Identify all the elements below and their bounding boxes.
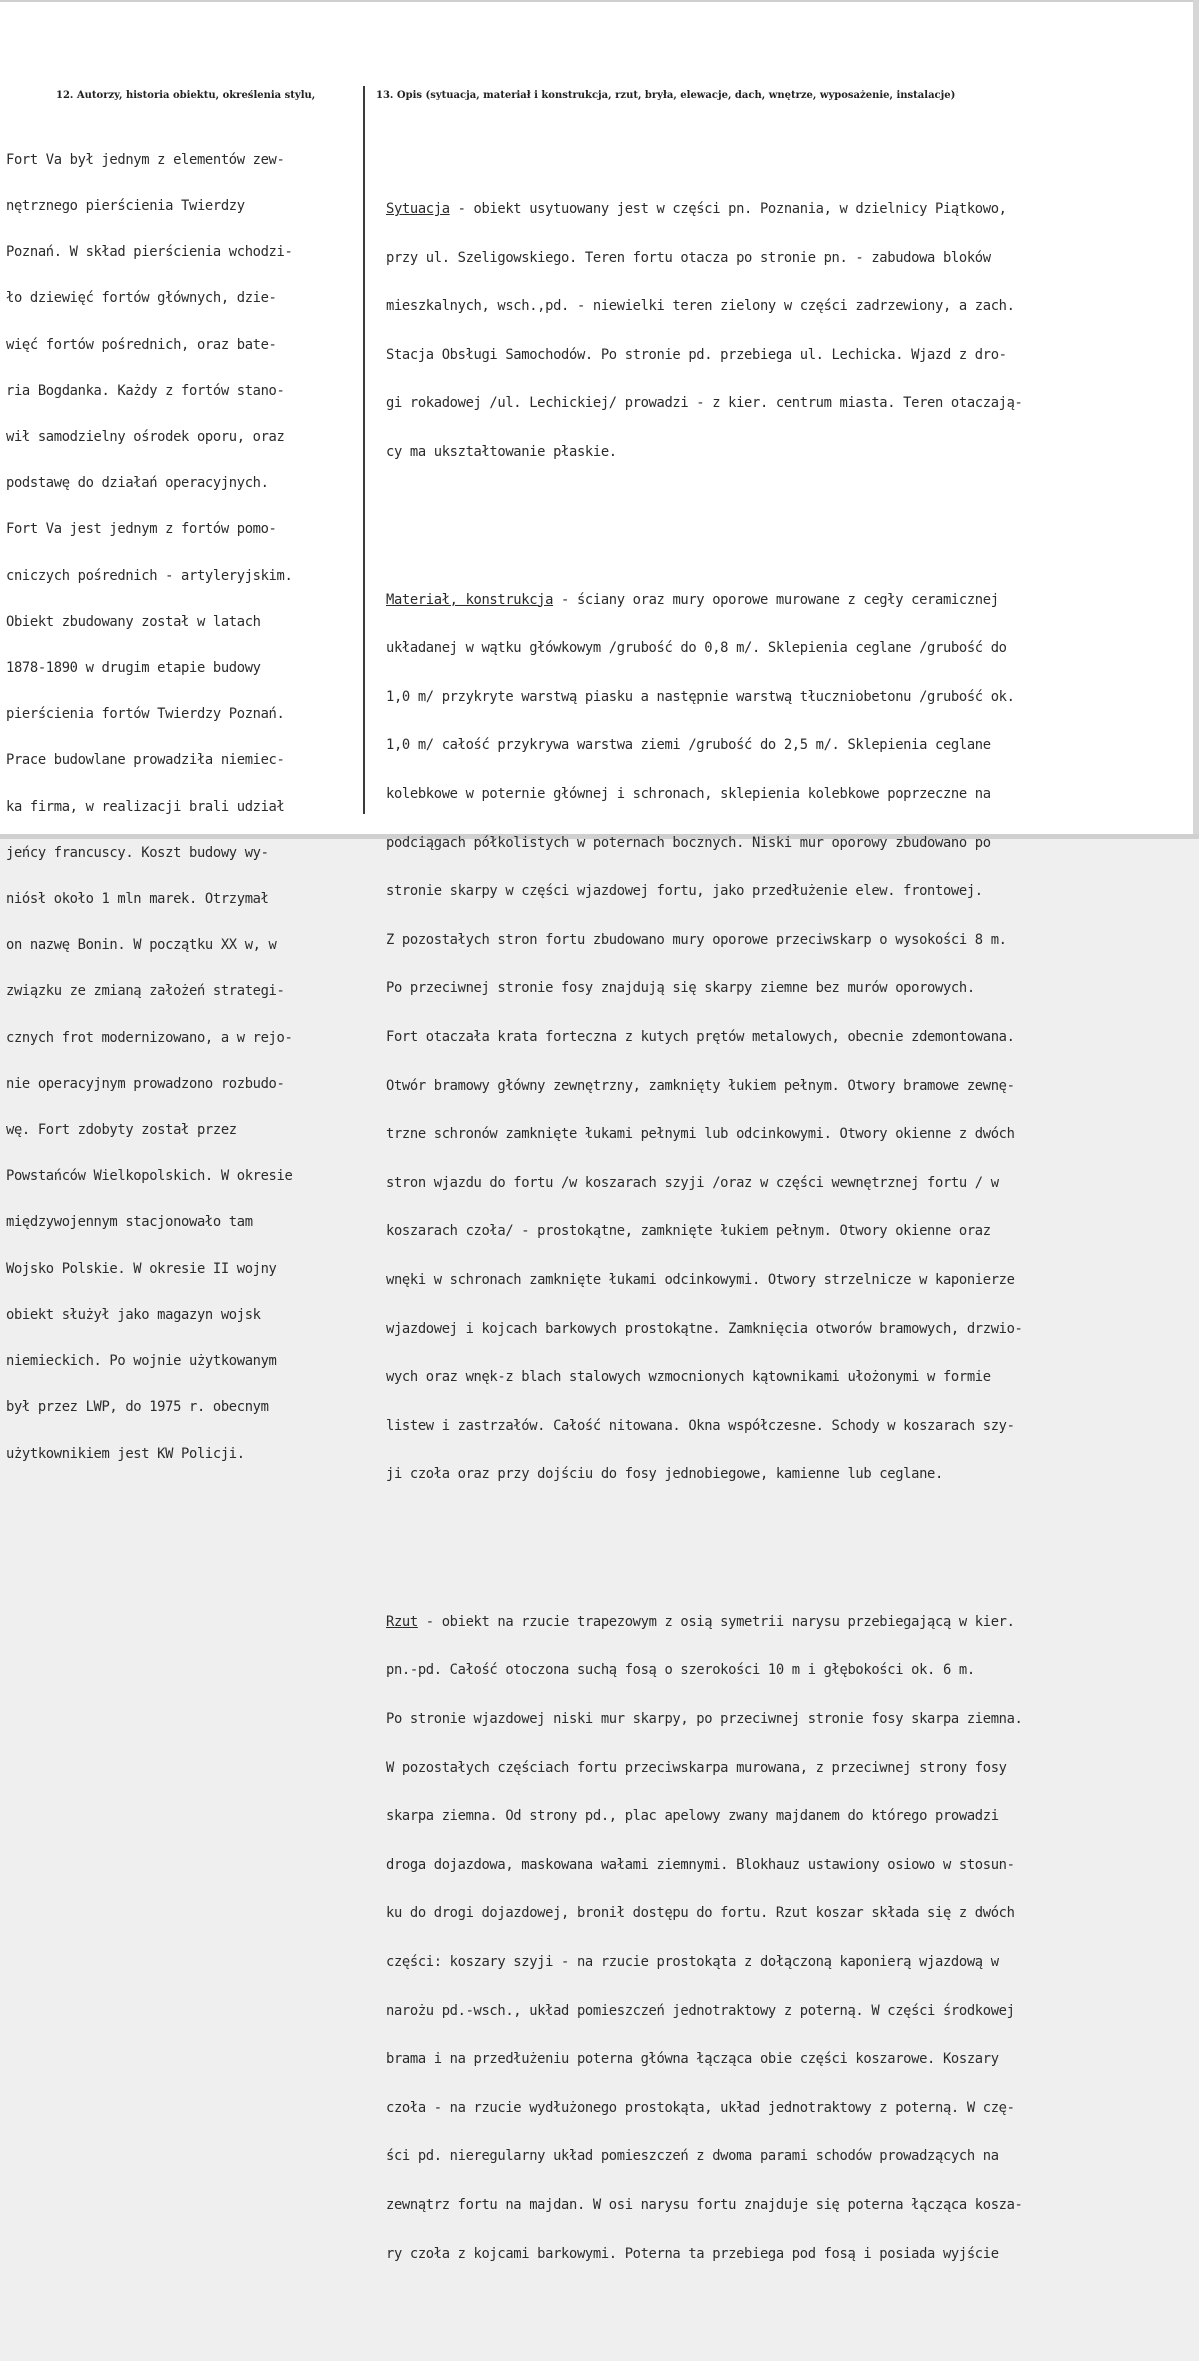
history-line: podstawę do działań operacyjnych. [6, 475, 269, 492]
section-first-line-text: - obiekt usytuowany jest w części pn. Poznania, w dzielnicy Piątkowo, [449, 201, 1007, 218]
section-line: W pozostałych częściach fortu przeciwskarpa murowana, z przeciwnej strony fosy [386, 1759, 1007, 1776]
section-material-konstrukcja [386, 559, 1194, 1515]
history-line: wił samodzielny ośrodek oporu, oraz [6, 429, 285, 446]
history-line: ria Bogdanka. Każdy z fortów stano- [6, 382, 285, 399]
history-line: Prace budowlane prowadziła niemiec- [6, 752, 285, 769]
section-line: wjazdowej i kojcach barkowych prostokątne. Zamknięcia otworów bramowych, drzwio- [386, 1320, 1023, 1337]
section-line: narożu pd.-wsch., układ pomieszczeń jednotraktowy z poterną. W części środkowej [386, 2002, 1015, 2019]
section-rzut [386, 1581, 1194, 2294]
history-line: ka firma, w realizacji brali udział [6, 798, 285, 815]
history-line: cznych frot modernizowano, a w rejo- [6, 1029, 293, 1046]
section-line: mieszkalnych, wsch.,pd. - niewielki teren zielony w części zadrzewiony, a zach. [386, 298, 1015, 315]
section-line: układanej w wątku główkowym /grubość do 0,8 m/. Sklepienia ceglane /grubość do [386, 640, 1007, 657]
history-line: 1878-1890 w drugim etapie budowy [6, 660, 261, 677]
history-line: niemieckich. Po wojnie użytkowanym [6, 1353, 277, 1370]
section-line: wych oraz wnęk-z blach stalowych wzmocnionych kątownikami ułożonymi w formie [386, 1369, 991, 1386]
section-line: wnęki w schronach zamknięte łukami odcinkowymi. Otwory strzelnicze w kaponierze [386, 1271, 1015, 1288]
section-line: ku do drogi dojazdowej, bronił dostępu do fortu. Rzut koszar składa się z dwóch [386, 1905, 1015, 1922]
section-line: podciągach półkolistych w poternach bocznych. Niski mur oporowy zbudowano po [386, 834, 991, 851]
section-line: Fort otaczała krata forteczna z kutych prętów metalowych, obecnie zdemontowana. [386, 1028, 1015, 1045]
history-line: nętrznego pierścienia Twierdzy [6, 198, 245, 215]
section-line: Otwór bramowy główny zewnętrzny, zamknięty łukiem pełnym. Otwory bramowe zewnę- [386, 1077, 1015, 1094]
section-line: 1,0 m/ całość przykrywa warstwa ziemi /grubość do 2,5 m/. Sklepienia ceglane [386, 737, 991, 754]
history-line: Obiekt zbudowany został w latach [6, 613, 261, 630]
section-line: ji czoła oraz przy dojściu do fosy jednobiegowe, kamienne lub ceglane. [386, 1466, 943, 1483]
column-divider [363, 86, 365, 814]
section-first-line [386, 201, 1194, 217]
section-line: Stacja Obsługi Samochodów. Po stronie pd. przebiega ul. Lechicka. Wjazd z dro- [386, 346, 1007, 363]
section-line: droga dojazdowa, maskowana wałami ziemnymi. Blokhauz ustawiony osiowo w stosun- [386, 1856, 1015, 1873]
section-line: Z pozostałych stron fortu zbudowano mury oporowe przeciwskarp o wysokości 8 m. [386, 931, 1007, 948]
history-line: Wojsko Polskie. W okresie II wojny [6, 1260, 277, 1277]
history-line: Powstańców Wielkopolskich. W okresie [6, 1168, 293, 1185]
section-line: brama i na przedłużeniu poterna główna łącząca obie części koszarowe. Koszary [386, 2051, 999, 2068]
history-line: związku ze zmianą założeń strategi- [6, 983, 285, 1000]
section-line: pn.-pd. Całość otoczona suchą fosą o szerokości 10 m i głębokości ok. 6 m. [386, 1662, 975, 1679]
section-line: ry czoła z kojcami barkowymi. Poterna ta przebiega pod fosą i posiada wyjście [386, 2245, 999, 2262]
section-line: kolebkowe w poternie głównej i schronach, sklepienia kolebkowe poprzeczne na [386, 785, 991, 802]
section-line: koszarach czoła/ - prostokątne, zamknięte łukiem pełnym. Otwory okienne oraz [386, 1223, 991, 1240]
history-line: międzywojennym stacjonowało tam [6, 1214, 253, 1231]
section-line: stronie skarpy w części wjazdowej fortu, jako przedłużenie elew. frontowej. [386, 883, 983, 900]
section-first-line-text: - obiekt na rzucie trapezowym z osią symetrii narysu przebiegającą w kier. [417, 1613, 1015, 1630]
history-text [6, 122, 361, 1493]
section-first-line [386, 592, 1194, 608]
section-first-line-text: - ściany oraz mury oporowe murowane z cegły ceramicznej [553, 591, 999, 608]
history-line: ło dziewięć fortów głównych, dzie- [6, 290, 277, 307]
section-line: czoła - na rzucie wydłużonego prostokąta, układ jednotraktowy z poterną. W czę- [386, 2099, 1015, 2116]
history-line: Fort Va był jednym z elementów zew- [6, 151, 285, 168]
section-first-line [386, 1614, 1194, 1630]
history-line: obiekt służył jako magazyn wojsk [6, 1306, 261, 1323]
history-line: on nazwę Bonin. W początku XX w, w [6, 937, 277, 954]
history-line: niósł około 1 mln marek. Otrzymał [6, 891, 269, 908]
section-line: 1,0 m/ przykryte warstwą piasku a następnie warstwą tłuczniobetonu /grubość ok. [386, 688, 1015, 705]
section-line: Po stronie wjazdowej niski mur skarpy, po przeciwnej stronie fosy skarpa ziemna. [386, 1711, 1023, 1728]
section-line: trzne schronów zamknięte łukami pełnymi lub odcinkowymi. Otwory okienne z dwóch [386, 1126, 1015, 1143]
section-line: skarpa ziemna. Od strony pd., plac apelowy zwany majdanem do którego prowadzi [386, 1808, 999, 1825]
section-heading: Rzut [386, 1613, 418, 1630]
history-line: więć fortów pośrednich, oraz bate- [6, 336, 277, 353]
history-line: Poznań. W skład pierścienia wchodzi- [6, 244, 293, 261]
history-line: cniczych pośrednich - artyleryjskim. [6, 567, 293, 584]
section-line: gi rokadowej /ul. Lechickiej/ prowadzi - z kier. centrum miasta. Teren otaczają- [386, 395, 1023, 412]
history-line: wę. Fort zdobyty został przez [6, 1122, 237, 1139]
history-line: użytkownikiem jest KW Policji. [6, 1445, 245, 1462]
section-heading: Sytuacja [386, 201, 450, 218]
section-line: stron wjazdu do fortu /w koszarach szyji /oraz w części wewnętrznej fortu / w [386, 1174, 999, 1191]
section-line: części: koszary szyji - na rzucie prostokąta z dołączoną kaponierą wjazdową w [386, 1954, 999, 1971]
history-line: pierścienia fortów Twierdzy Poznań. [6, 706, 285, 723]
section-line: przy ul. Szeligowskiego. Teren fortu otacza po stronie pn. - zabudowa bloków [386, 249, 991, 266]
history-line: był przez LWP, do 1975 r. obecnym [6, 1399, 269, 1416]
history-line: jeńcy francuscy. Koszt budowy wy- [6, 844, 269, 861]
section-line: zewnątrz fortu na majdan. W osi narysu fortu znajduje się poterna łącząca kosza- [386, 2197, 1023, 2214]
section-sytuacja [386, 169, 1194, 493]
description-text [386, 120, 1194, 2361]
section-heading: Materiał, konstrukcja [386, 591, 554, 608]
left-column-header: 12. Autorzy, historia obiektu, określenia stylu, [56, 90, 316, 101]
section-line: ści pd. nieregularny układ pomieszczeń z dwoma parami schodów prowadzących na [386, 2148, 999, 2165]
history-line: nie operacyjnym prowadzono rozbudo- [6, 1075, 285, 1092]
section-line: listew i zastrzałów. Całość nitowana. Okna współczesne. Schody w koszarach szy- [386, 1417, 1015, 1434]
right-column-header: 13. Opis (sytuacja, materiał i konstrukcja, rzut, bryła, elewacje, dach, wnętrze, wyposażenie, instalacje) [376, 90, 956, 101]
page-top-edge [0, 0, 1199, 2]
section-line: cy ma ukształtowanie płaskie. [386, 443, 617, 460]
history-line: Fort Va jest jednym z fortów pomo- [6, 521, 277, 538]
section-line: Po przeciwnej stronie fosy znajdują się skarpy ziemne bez murów oporowych. [386, 980, 975, 997]
